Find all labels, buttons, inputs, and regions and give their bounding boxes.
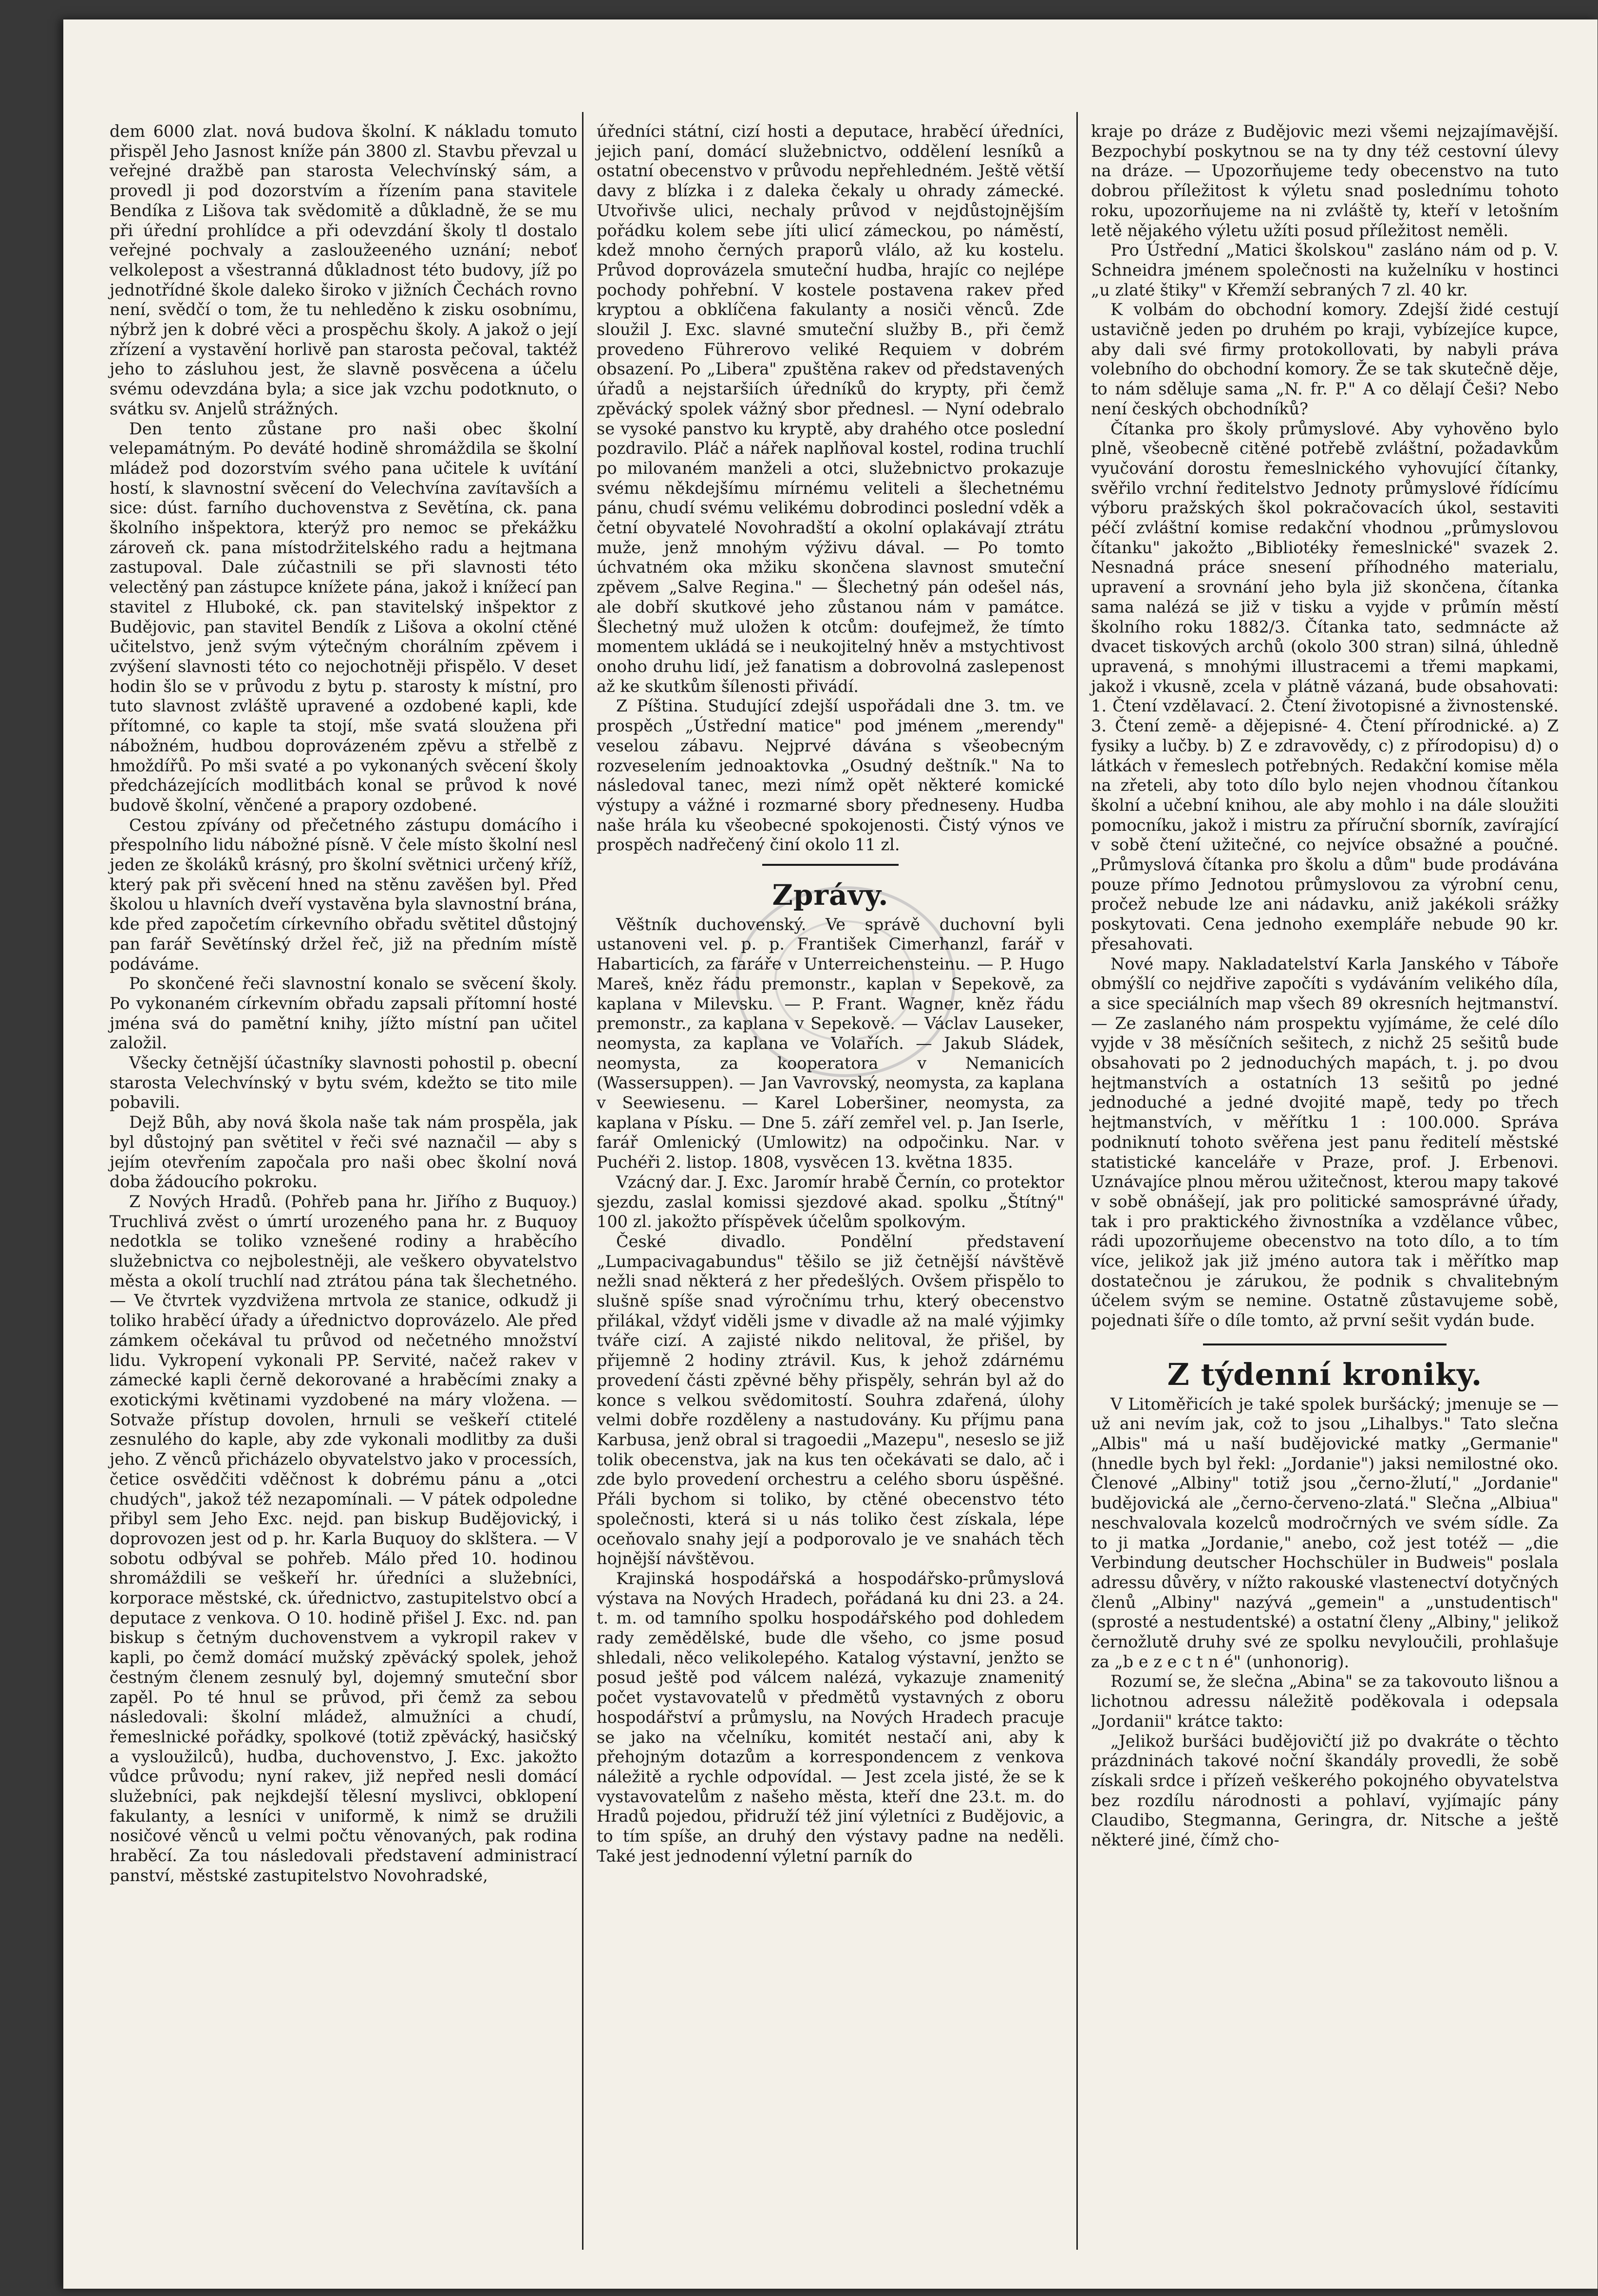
newspaper-page [63, 19, 1598, 2289]
paragraph: Pro Ústřední „Matici školskou" zasláno nám od p. V. Schneidra jménem společnosti na kuželníku v hostinci „u zlaté štiky" v Křemží sebraných 7 zl. 40 kr. [1091, 241, 1559, 299]
separator-rule [762, 864, 899, 866]
paragraph: Z Píština. Studující zdejší uspořádali dne 3. tm. ve prospěch „Ústřední matice" pod jménem „merendy" veselou zábavu. Nejprvé dávána s všeobecným rozveselením jednoaktovka „Osudný deštník." Na to následoval tanec, mezi nímž opět některé komické výstupy a vážné i rozmarné sbory předneseny. Hudba naše hrála ku všeobecné spokojenosti. Čistý výnos ve prospěch nadřečený činí okolo 11 zl. [597, 696, 1064, 855]
paragraph: „Jelikož buršáci budějovičtí již po dvakráte o těchto prázdninách takové noční škandály provedli, že sobě získali srdce i přízeň veškerého pokojného obyvatelstva bez rozdílu národnosti a pohlaví, vyjímajíc pány Claudibo, Stegmanna, Geringra, dr. Nitsche a ještě některé jiné, čímž cho- [1091, 1731, 1559, 1850]
paragraph: Rozumí se, že slečna „Abina" se za takovouto lišnou a lichotnou adressu náležitě poděkovala i odepsala „Jordanii" krátce takto: [1091, 1672, 1559, 1731]
column-2 [597, 122, 1064, 1866]
paragraph: úředníci státní, cizí hosti a deputace, hraběcí úředníci, jejich paní, domácí služebnictvo, oddělení lesníků a ostatní obecenstvo v průvodu nepřehledném. Ještě větší davy z blízka i z daleka čekaly u ohrady zámecké. Utvořivše ulici, nechaly průvod v nejdůstojnějším pořádku kolem sebe jíti ulicí zámeckou, po náměstí, kdež mnoho černých praporů vlálo, až ku kostelu. Průvod doprovázela smuteční hudba, hrajíc co nejlépe pochody pohřební. V kostele postavena rakev před kryptou a obklíčena fakulanty a nosiči věnců. Zde sloužil J. Exc. slavné smuteční služby B., při čemž provedeno Führerovo veliké Requiem v dobrém obsazení. Po „Libera" zpuštěna rakev od představených úřadů a nejstaršiích úředníků do krypty, při čemž zpěvácký spolek vážný sbor přednesl. — Nyní odebralo se vysoké panstvo ku kryptě, aby drahého otce poslední pozdravilo. Pláč a nářek naplňoval kostel, rodina truchlí po milovaném manželi a otci, služebnictvo prokazuje svému někdejšímu mírnému veliteli a šlechetnému pánu, chudí svému velikému dobrodinci poslední vděk a četní obyvatelé Novohradští a okolní oplakávají ztrátu muže, jenž mnohým výživu dával. — Po tomto úchvatném oka mžiku skončena slavnost smuteční zpěvem „Salve Regina." — Šlechetný pán odešel nás, ale dobří skutkové jeho zůstanou nám v památce. Šlechetný muž uložen k otcům: doufejmež, že tímto momentem ukládá se i neukojitelný hněv a mstychtivost onoho druhu lidí, jež fanatism a dobrovolná zaslepenost až ke skutkům šílenosti přivádí. [597, 122, 1064, 696]
paragraph: Vzácný dar. J. Exc. Jaromír hrabě Černín, co protektor sjezdu, zaslal komissi sjezdové akad. spolku „Štítný" 100 zl. jakožto příspěvek účelům spolkovým. [597, 1172, 1064, 1232]
section-heading-tydenni-kronika: Z týdenní kroniky. [1167, 1356, 1483, 1392]
paragraph: Všecky četnější účastníky slavnosti pohostil p. obecní starosta Velechvínský v bytu svém, kdežto se tito mile pobavili. [110, 1053, 577, 1112]
paragraph: Den tento zůstane pro naši obec školní velepamátným. Po deváté hodině shromáždila se školní mládež pod dozorstvím svého pana učitele k uvítání hostí, k slavnostní svěcení do Velechvína zavítavších a sice: dúst. farního duchovenstva z Sevětína, ck. pana školního inšpektora, kterýž pro nemoc se překážku zároveň ck. pana místodržitelského radu a hejtmana zastupoval. Dale zúčastnili se při slavnosti této velectěný pan zástupce knížete pána, jakož i knížecí pan stavitel z Hluboké, ck. pan stavitelský inšpektor z Budějovic, pan stavitel Bendík z Lišova a okolní ctěné učitelstvo, jenž svým výtečným chorálním zpěvem i zvýšení slavnosti této co nejochotněji přispělo. V deset hodin šlo se v průvodu z bytu p. starosty k místní, pro tuto slavnost zvláště upravené a ozdobené kapli, kde přítomné, co kaple ta stojí, mše svatá sloužena při nábožném, hudbou doprovázeném zpěvu a střelbě z hmoždířů. Po mši svaté a po vykonaných svěcení školy předcházejících modlitbách konal se průvod k nové budově školní, věnčené a prapory ozdobené. [110, 419, 577, 815]
column-1 [110, 122, 577, 1886]
paragraph: K volbám do obchodní komory. Zdejší židé cestují ustavičně jeden po druhém po kraji, vybízejíce kupce, aby dali své firmy protokollovati, by nabyli práva volebního do obchodní komory. Že se tak skutečně děje, to nám sděluje sama „N. fr. P." A co dělají Češi? Nebo není českých obchodníků? [1091, 300, 1559, 418]
paragraph: V Litoměřicích je také spolek buršácký; jmenuje se — už ani nevím jak, což to jsou „Lihalbys." Tato slečna „Albis" má u naší budějovické matky „Germanie" (hnedle bych byl řekl: „Jordanie") jaksi nemilostné oko. Členové „Albiny" totiž jsou „černo-žlutí," „Jordanie" budějovická ale „černo-červeno-zlatá." Slečna „Albiua" neschvalovala kozelců modročrných ve svém sídle. Za to ji matka „Jordanie," anebo, což jest totéž — „die Verbindung deutscher Hochschüler in Budweis" poslala adressu důvěry, v nížto rakouské vlastenectví dotyčných členů „Albiny" nazývá „gemein" a „unstudentisch" (sprosté a nestudentské) a ostatní členy „Albiny," jelikož černožlutě druhy své ze spolku nevyloučili, prohlašuje za „b e z e c t n é" (unhonorig). [1091, 1394, 1559, 1671]
section-heading-zpravy: Zprávy. [772, 878, 889, 912]
paragraph: Nové mapy. Nakladatelství Karla Janského v Táboře obmýšlí co nejdřive započíti s vydáváním velikého díla, a sice speciálních map všech 89 okresních hejtmanství. — Ze zaslaného nám prospektu vyjímáme, že celé dílo vyjde v 38 měsíčních sešitech, z nichž 25 sešitů bude obsahovati po 2 jednoduchých mapách, t. j. po dvou hejtmanstvích a ostatních 13 sešitů po jedné jednoduché a jedné dvojité mapě, tedy po třech hejtmanstvích, v měřítku 1 : 100.000. Správa podniknutí tohoto svěřena jest panu ředitelí městské statistické kanceláře v Praze, prof. J. Erbenovi. Uznávajíce plnou měrou užitečnost, kterou mapy takové v sobě obnášejí, jak pro politické samosprávné úřady, tak i pro praktického živnostníka a vzdělance vůbec, rádi upozorňujeme obecenstvo na toto dílo, a to tím více, jelikož jak již jméno autora tak i měřítko map dostatečnou je zárukou, že podnik s chvalitebným účelem svým se nemine. Ostatně zůstavujeme sobě, pojednati šíře o díle tomto, až první sešit vydán bude. [1091, 954, 1559, 1330]
paragraph: Věštník duchovenský. Ve správě duchovní byli ustanoveni vel. p. p. František Cimerhanzl, farář v Habarticích, za faráře v Unterreichensteinu. — P. Hugo Mareš, kněz řádu premonstr., kaplan v Sepekově, za kaplana v Milevsku. — P. Frant. Wagner, kněz řádu premonstr., za kaplana v Sepekově. — Václav Lauseker, neomysta, za kaplana ve Volařích. — Jakub Sládek, neomysta, za kooperatora v Nemanicích (Wassersuppen). — Jan Vavrovský, neomysta, za kaplana v Seewiesenu. — Karel Loberšiner, neomysta, za kaplana v Písku. — Dne 5. září zemřel vel. p. Jan Iserle, farář Omlenický (Umlowitz) na odpočinku. Nar. v Puchéři 2. listop. 1808, vysvěcen 13. května 1835. [597, 915, 1064, 1172]
paragraph: Po skončené řeči slavnostní konalo se svěcení školy. Po vykonaném církevním obřadu zapsali přítomní hosté jména svá do pamětní knihy, jížto místní pan učitel založil. [110, 974, 577, 1053]
paragraph: České divadlo. Pondělní představení „Lumpacivagabundus" těšilo se již četnější návštěvě nežli snad některá z her předešlých. Ovšem přispělo to slušně spíše snad výročnímu trhu, který obecenstvo přilákal, vždyť viděli jsme v divadle až na malé výjimky tváře cizí. A zajisté nikdo nelitoval, že přišel, by přijemně 2 hodiny ztrávil. Kus, k jehož zdárnému provedení části zpěvné běhy přispěly, sehrán byl až do konce s velkou svědomitostí. Souhra zdařená, úlohy velmi dobře rozděleny a nastudovány. Ku příjmu pana Karbusa, jenž obral si tragoedii „Mazepu", neseslo se již tolik obecenstva, jak na kus ten očekávati se dalo, ač i zde bylo provedení orchestru a celého sboru úspěšné. Přáli bychom si toliko, by ctěné obecenstvo této společnosti, která si u nás toliko čest získala, lépe oceňovalo snahy její a podporovalo je ve snahách těch hojnější návštěvou. [597, 1232, 1064, 1568]
column-divider-2 [1076, 112, 1078, 2250]
paragraph: kraje po dráze z Budějovic mezi všemi nejzajímavější. Bezpochybí poskytnou se na ty dny též cestovní úlevy na dráze. — Upozorňujeme tedy obecenstvo na tuto dobrou příležitost k výletu snad poslednímu tohoto roku, upozorňujeme na ni zvláště ty, kteří v letošním letě nějakého výletu užíti posud příležitost neměli. [1091, 122, 1559, 240]
paragraph: dem 6000 zlat. nová budova školní. K nákladu tomuto přispěl Jeho Jasnost kníže pán 3800 zl. Stavbu převzal u veřejné dražbě pan starosta Velechvínský sám, a provedl ji pod dozorstvím a řízením pana stavitele Bendíka z Lišova tak svědomitě a důkladně, že se mu při úřední prohlídce a při odevzdání školy tl dostalo veřejné pochvaly a zasloužeeného uznání; neboť velkolepost a všestranná důkladnost této budovy, jíž po jednotřídné škole daleko široko v jižních Čechách rovno není, svědčí o tom, že tu nehleděno k zisku osobnímu, nýbrž jen k dobré věci a prospěchu školy. A jakož o její zřízení a vystavění horlivě pan starosta pečoval, taktéž jeho to zásluhou jest, že slavně posvěcena a účelu svému odevzdána byla; a sice jak vzchu podotknuto, o svátku sv. Anjelů strážných. [110, 122, 577, 418]
paragraph: Cestou zpívány od přečetného zástupu domácího i přespolního lidu nábožné písně. V čele místo školní nesl jeden ze školáků krásný, pro školní světnici určený kříž, který pak při svěcení hned na stěnu zavěšen byl. Před školou u hlavních dveří vystavěna byla slavnostní brána, kde před započetím církevního obřadu světitel důstojný pan farář Sevětínský držel řeč, již na předním místě podáváme. [110, 815, 577, 973]
paragraph: Čítanka pro školy průmyslové. Aby vyhověno bylo plně, všeobecně citěné potřebě zvláštní, požadavkům vyučování dorostu řemeslnického vyhovující čítanky, svěřilo vrchní ředitelstvo Jednoty průmyslové řídícímu výboru pražských škol pokračovacích úkol, sestaviti péčí zvláštní komise redakční vhodnou „průmyslovou čítanku" jakožto „Bibliotéky řemeslnické" svazek 2. Nesnadná práce snesení příhodného materialu, upravení a srovnání jeho byla již skončena, čítanka sama nalézá se již v tisku a vyjde v průmín městí školního roku 1882/3. Čítanka tato, sedmnácte až dvacet tiskových archů (okolo 300 stran) silná, úhledně upravená, s mnohými illustracemi a třemi mapkami, jakož i vkusně, zcela v plátně vázaná, bude obsahovati: 1. Čtení vzdělavací. 2. Čtení životopisné a živnostenské. 3. Čtení země- a dějepisné- 4. Čtení přírodnické. a) Z fysiky a lučby. b) Z e zdravovědy, c) z přírodopisu) d) o látkách v řemeslech potřebných. Redakční komise měla na zřeteli, aby toto dílo bylo nejen vhodnou čítankou školní a učební knihou, ale aby mohlo i na dále sloužiti pomocníku, jakož i mistru za příruční sborník, zavírající v sobě čtení užitečné, co nejvíce obsažné a poučné. „Průmyslová čítanka pro školu a dům" bude prodávána pouze přímo Jednotou průmyslovou za výrobní cenu, pročež nebude lze ani nádavku, aniž jakékoli srážky poskytovati. Cena jednoho exempláře nebude 90 kr. přesahovati. [1091, 419, 1559, 953]
paragraph: Krajinská hospodářská a hospodářsko-průmyslová výstava na Nových Hradech, pořádaná ku dni 23. a 24. t. m. od tamního spolku hospodářského pod dohledem rady zemědělské, bude dle všeho, co jsme posud shledali, něco velikolepého. Katalog výstavní, jenžto se posud ještě pod válcem nalézá, vykazuje znamenitý počet vystavovatelů v předmětů vystavných z oboru hospodářství a průmyslu, na Nových Hradech pracuje se jako na včelníku, komitét nestačí ani, aby k přehojným dotazům a korrespondencem z venkova náležitě a rychle odpovídal. — Jest zcela jisté, že se k vystavovatelům z našeho města, kteří dne 23.t. m. do Hradů pojedou, přidruží též jiní výletníci z Budějovic, a to tím spíše, an druhý den výstavy padne na neděli. Také jest jednodenní výletní parník do [597, 1568, 1064, 1866]
separator-rule [1203, 1344, 1447, 1345]
column-3 [1091, 122, 1559, 1850]
paragraph: Dejž Bůh, aby nová škola naše tak nám prospěla, jak byl důstojný pan světitel v řeči své naznačil — aby s jejím otevřením započala pro naši obec školní nová doba žádoucího pokroku. [110, 1113, 577, 1192]
column-divider-1 [582, 112, 583, 2250]
paragraph: Z Nových Hradů. (Pohřeb pana hr. Jiřího z Buquoy.) Truchlivá zvěst o úmrtí urozeného pana hr. z Buquoy nedotkla se toliko vznešené rodiny a hraběcího služebnictva co nejbolestněji, ale veškero obyvatelstvo města a okolí truchlí nad ztrátou pána tak šlechetného. — Ve čtvrtek vyzdvižena mrtvola ze stanice, odkudž ji toliko hraběcí úřady a úřednictvo doprovázelo. Ale před zámkem očekával tu průvod od nečetného množství lidu. Vykropení vykonali PP. Servité, načež rakev v zámecké kapli černě dekorované a hraběcími znaky a exotickými květinami vyzdobené na máry vložena. — Sotvaže přístup dovolen, hrnuli se veškeří ctitelé zesnulého do kaple, aby zde vykonali modlitby za duši jeho. Z věnců přicházelo obyvatelstvo jako v processích, četice osvědčiti vděčnost k dobrému pánu a „otci chudých", jakož též nezapomínali. — V pátek odpoledne přibyl sem Jeho Exc. nejd. pan biskup Budějovický, i doprovozen jest od p. hr. Karla Buquoy do sklštera. — V sobotu odbýval se pohřeb. Málo před 10. hodinou shromáždili se veškeří hr. úředníci a služebníci, korporace městské, ck. úřednictvo, zastupitelstvo obcí a deputace z venkova. O 10. hodině přišel J. Exc. nd. pan biskup s četným duchovenstvem a vykropil rakev v kapli, po čemž domácí mužský zpěvácký spolek, jehož čestným členem zesnulý byl, dojemný smuteční sbor zapěl. Po té hnul se průvod, při čemž za sebou následovali: školní mládež, almužníci a chudí, řemeslnické pořádky, spolkové (totiž zpěvácký, hasičský a vysloužilců), hudba, duchovenstvo, J. Exc. jakožto vůdce průvodu; nyní rakev, již nepřed nesli domácí služebníci, pak nejkdejší tělesní myslivci, obklopení fakulanty, a lesníci v uniformě, k nimž se družili nosičové věnců u velmi počtu věnovaných, pak rodina hraběcí. Za tou následovali představení administrací panství, městské zastupitelstvo Novohradské, [110, 1192, 577, 1885]
